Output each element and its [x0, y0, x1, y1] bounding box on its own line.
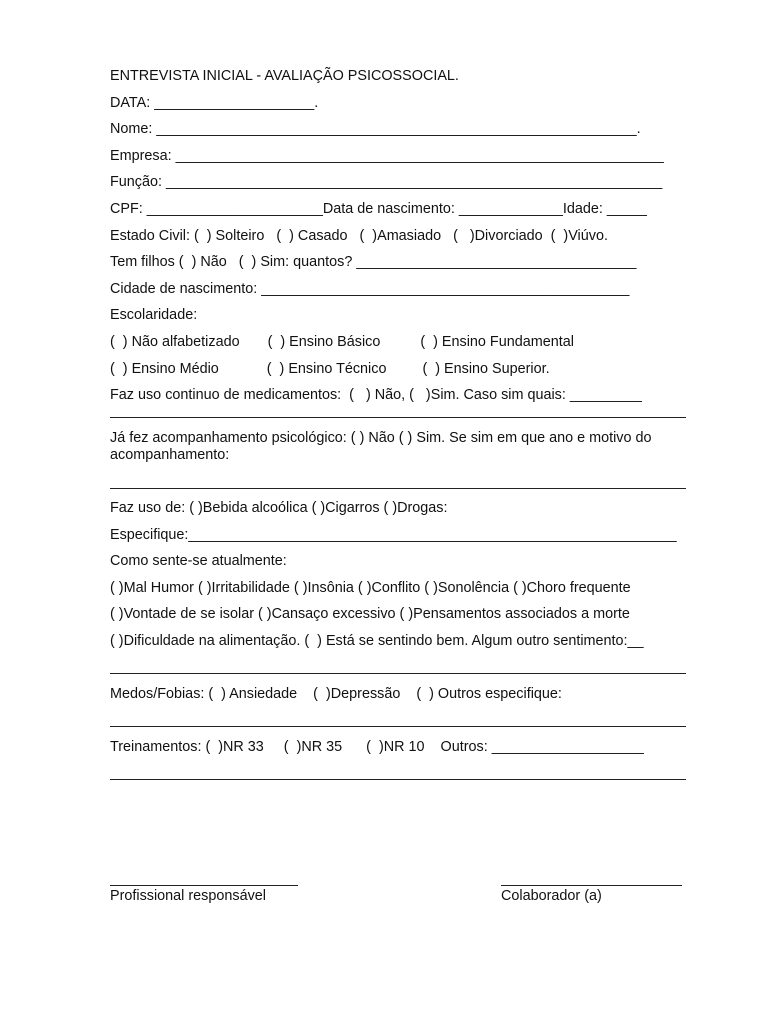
company-field[interactable]: Empresa: _____________________________________________________________ [110, 148, 664, 164]
current-feelings-label: Como sente-se atualmente: [110, 553, 287, 569]
psych-followup-field[interactable]: Já fez acompanhamento psicológico: ( ) Não ( ) Sim. Se sim em que ano e motivo do acompanhamento: [110, 430, 652, 463]
feelings-options-row-3[interactable]: ( )Dificuldade na alimentação. ( ) Está se sentindo bem. Algum outro sentimento:__ [110, 633, 644, 649]
fears-phobias-options[interactable]: Medos/Fobias: ( ) Ansiedade ( )Depressão ( ) Outros especifique: [110, 686, 562, 702]
date-field[interactable]: DATA: ____________________. [110, 95, 319, 111]
answer-line[interactable] [110, 779, 686, 780]
answer-line[interactable] [110, 726, 686, 727]
education-options-row-2[interactable]: ( ) Ensino Médio ( ) Ensino Técnico ( ) Ensino Superior. [110, 361, 550, 377]
feelings-options-row-1[interactable]: ( )Mal Humor ( )Irritabilidade ( )Insônia ( )Conflito ( )Sonolência ( )Choro frequente [110, 580, 631, 596]
name-field[interactable]: Nome: ____________________________________________________________. [110, 121, 641, 137]
education-options-row-1[interactable]: ( ) Não alfabetizado ( ) Ensino Básico ( ) Ensino Fundamental [110, 334, 574, 350]
marital-status-options[interactable]: Estado Civil: ( ) Solteiro ( ) Casado ( )Amasiado ( )Divorciado ( )Viúvo. [110, 228, 608, 244]
professional-signature-line[interactable] [110, 885, 298, 886]
birth-city-field[interactable]: Cidade de nascimento: ______________________________________________ [110, 281, 630, 297]
answer-line[interactable] [110, 488, 686, 489]
answer-line[interactable] [110, 417, 686, 418]
professional-signature-label: Profissional responsável [110, 888, 266, 904]
collaborator-signature-line[interactable] [501, 885, 682, 886]
substance-use-options[interactable]: Faz uso de: ( )Bebida alcoólica ( )Cigarros ( )Drogas: [110, 500, 448, 516]
specify-field[interactable]: Especifique:_____________________________________________________________ [110, 527, 677, 543]
education-label: Escolaridade: [110, 307, 198, 323]
collaborator-signature-label: Colaborador (a) [501, 888, 602, 904]
form-title: ENTREVISTA INICIAL - AVALIAÇÃO PSICOSSOCIAL. [110, 68, 459, 84]
role-field[interactable]: Função: ______________________________________________________________ [110, 174, 663, 190]
feelings-options-row-2[interactable]: ( )Vontade de se isolar ( )Cansaço excessivo ( )Pensamentos associados a morte [110, 606, 630, 622]
medication-field[interactable]: Faz uso continuo de medicamentos: ( ) Não, ( )Sim. Caso sim quais: _________ [110, 387, 642, 403]
trainings-options[interactable]: Treinamentos: ( )NR 33 ( )NR 35 ( )NR 10 Outros: ___________________ [110, 739, 644, 755]
children-field[interactable]: Tem filhos ( ) Não ( ) Sim: quantos? ___________________________________ [110, 254, 637, 270]
cpf-birth-age-field[interactable]: CPF: ______________________Data de nascimento: _____________Idade: _____ [110, 201, 647, 217]
answer-line[interactable] [110, 673, 686, 674]
